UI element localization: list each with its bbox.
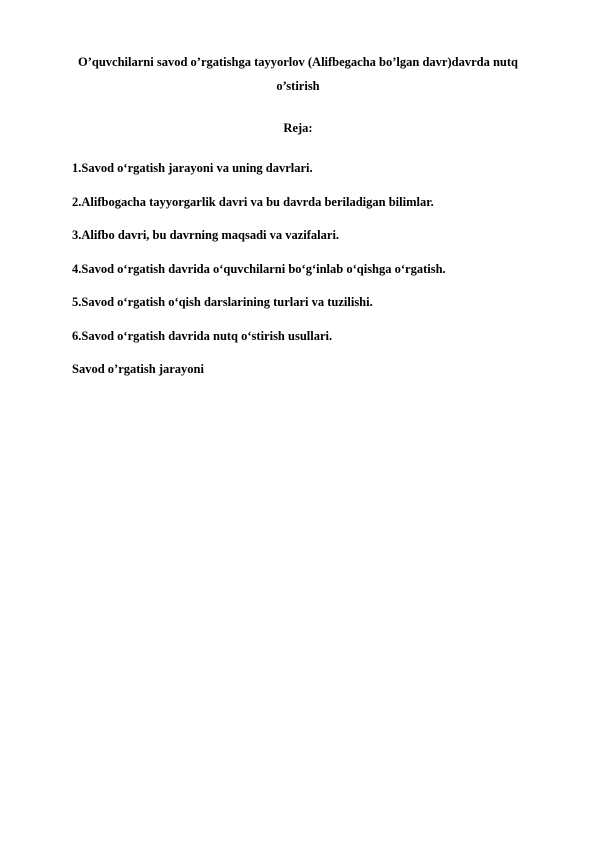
plan-item-5: 5.Savod oʻrgatish oʻqish darslarining turlari va tuzilishi. [72, 295, 373, 309]
plan-item-1: 1.Savod oʻrgatish jarayoni va uning davrlari. [72, 161, 313, 175]
plan-item-6: 6.Savod oʻrgatish davrida nutq oʻstirish usullari. [72, 328, 333, 343]
plan-item-4: 4.Savod oʻrgatish davrida oʻquvchilarni boʻgʻinlab oʻqishga oʻrgatish. [72, 261, 446, 276]
plan-item-2: 2.Alifbogacha tayyorgarlik davri va bu davrda beriladigan bilimlar. [72, 194, 434, 209]
plan-item-3: 3.Alifbo davri, bu davrning maqsadi va vazifalari. [72, 228, 340, 242]
section-heading: Savod o’rgatish jarayoni [72, 362, 204, 376]
document-title: O’quvchilarni savod o’rgatishga tayyorlov (Alifbegacha bo’lgan davr)davrda nutq o’stirish [78, 55, 518, 93]
plan-list [72, 160, 446, 361]
plan-heading: Reja: [283, 121, 313, 135]
